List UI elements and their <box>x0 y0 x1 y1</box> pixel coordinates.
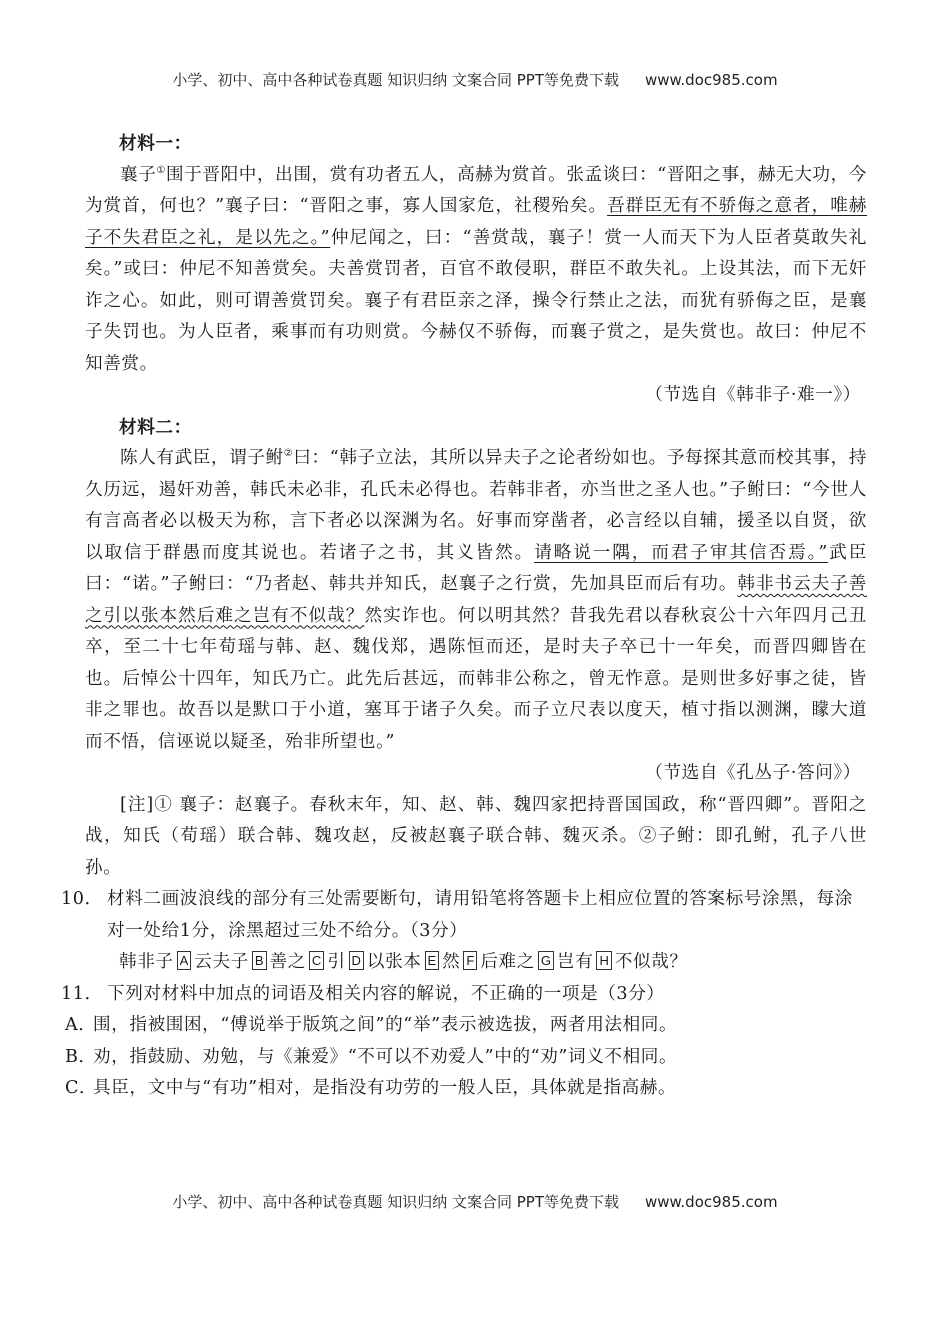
break-box-a[interactable]: A <box>177 951 192 970</box>
material-two-heading: 材料二： <box>119 416 192 438</box>
material-two-text: 陈人有武臣，谓子鲋②曰：“韩子立法，其所以异夫子之论者纷如也。予每探其意而校其事，持久历远，遏奸劝善，韩氏未必非，孔氏未必得也。若韩非者，亦当世之圣人也。”子鲋曰：“今世人有言高者必以极天为称，言下者必以深渊为名。好事而穿凿者，必言经以自辅，援圣以自贤，欲以取信于群愚而度其说也。若诸子之书，其义皆然。请略说一隅，而君子审其信否焉。”武臣曰：“诺。”子鲋曰：“乃者赵、韩共并知氏，赵襄子之行赏，先加具臣而后有功。韩非书云夫子善之引以张本然后难之岂有不似哉？然实诈也。何以明其然？昔我先君以春秋哀公十六年四月己丑卒，至二十七年荀瑶与韩、赵、魏伐郑，遇陈恒而还，是时夫子卒已十一年矣，而晋四卿皆在也。后悼公十四年，知氏乃亡。此先后甚远，而韩非公称之，曾无怍意。是则世多好事之徒，皆非之罪也。故吾以是默口于小道，塞耳于诸子久矣。而子立尺表以度天，植寸指以测渊，矇大道而不悟，信诬说以疑圣，殆非所望也。” <box>85 448 868 752</box>
question-10-number: 10． <box>61 889 103 909</box>
material-one-heading: 材料一： <box>119 133 192 154</box>
question-10-text: 材料二画波浪线的部分有三处需要断句，请用铅笔将答题卡上相应位置的答案标号涂黑，每涂对一处给1分，涂黑超过三处不给分。（3分） <box>107 889 853 941</box>
break-box-h[interactable]: H <box>596 951 611 970</box>
underlined-sentence-1: 吾群臣无有不骄侮之意者，唯赫子不失君臣之礼，是以先之。” <box>85 196 867 248</box>
question-11-text: 下列对材料中加点的词语及相关内容的解说，不正确的一项是（3分） <box>107 983 665 1004</box>
option-b[interactable]: B．劝，指鼓励、劝勉，与《兼爱》“不可以不劝爱人”中的“劝”词义不相同。 <box>65 1046 678 1067</box>
break-box-c[interactable]: C <box>309 951 324 970</box>
header-text: 小学、初中、高中各种试卷真题 知识归纳 文案合同 PPT等免费下载 <box>172 71 619 89</box>
question-11 <box>61 979 867 1011</box>
page-footer <box>0 1191 950 1212</box>
note-ref-1: ① <box>156 164 166 176</box>
footer-url[interactable]: www.doc985.com <box>644 1193 778 1211</box>
break-box-f[interactable]: F <box>463 951 477 970</box>
header-url[interactable]: www.doc985.com <box>644 71 778 89</box>
material-one-source: （节选自《韩非子·难一》） <box>645 385 861 405</box>
punctuation-sentence: 韩非子 A 云夫子 B 善之 C 引 D 以张本 E 然 F 后难之 G 岂有 H 不似哉？ <box>119 952 688 972</box>
break-box-b[interactable]: B <box>252 951 267 970</box>
exam-content <box>61 128 868 1105</box>
question-11-number: 11． <box>61 983 103 1004</box>
wavy-underlined-sentence: 韩非书云夫子善之引以张本然后难之岂有不似哉？ <box>85 574 868 626</box>
material-two-source: （节选自《孔丛子·答问》） <box>645 763 861 783</box>
question-10 <box>61 884 867 947</box>
break-box-d[interactable]: D <box>349 951 364 970</box>
material-one-text: 襄子①围于晋阳中，出围，赏有功者五人，高赫为赏首。张孟谈曰：“晋阳之事，赫无大功，今为赏首，何也？”襄子曰：“晋阳之事，寡人国家危，社稷殆矣。吾群臣无有不骄侮之意者，唯赫子不失君臣之礼，是以先之。”仲尼闻之，曰：“善赏哉，襄子！赏一人而天下为人臣者莫敢失礼矣。”或曰：仲尼不知善赏矣。夫善赏罚者，百官不敢侵职，群臣不敢失礼。上设其法，而下无奸诈之心。如此，则可谓善赏罚矣。襄子有君臣亲之泽，操令行禁止之法，而犹有骄侮之臣，是襄子失罚也。为人臣者，乘事而有功则赏。今赫仅不骄侮，而襄子赏之，是失赏也。故曰：仲尼不知善赏。 <box>85 164 868 374</box>
note-ref-2: ② <box>283 448 294 460</box>
underlined-sentence-2: 请略说一隅，而君子审其信否焉。” <box>534 542 828 563</box>
option-a[interactable]: A．围，指被围困，“傅说举于版筑之间”的“举”表示被选拔，两者用法相同。 <box>65 1015 678 1035</box>
break-box-g[interactable]: G <box>538 951 554 970</box>
annotation-note: [注]① 襄子：赵襄子。春秋末年，知、赵、韩、魏四家把持晋国国政，称“晋四卿”。晋阳之战，知氏（荀瑶）联合韩、魏攻赵，反被赵襄子联合韩、魏灭杀。②子鲋：即孔鲋，孔子八世孙。 <box>85 794 867 878</box>
option-c[interactable]: C．具臣，文中与“有功”相对，是指没有功劳的一般人臣，具体就是指高赫。 <box>65 1078 677 1098</box>
break-box-e[interactable]: E <box>425 951 440 970</box>
page-header <box>0 69 950 90</box>
footer-text: 小学、初中、高中各种试卷真题 知识归纳 文案合同 PPT等免费下载 <box>172 1193 619 1211</box>
